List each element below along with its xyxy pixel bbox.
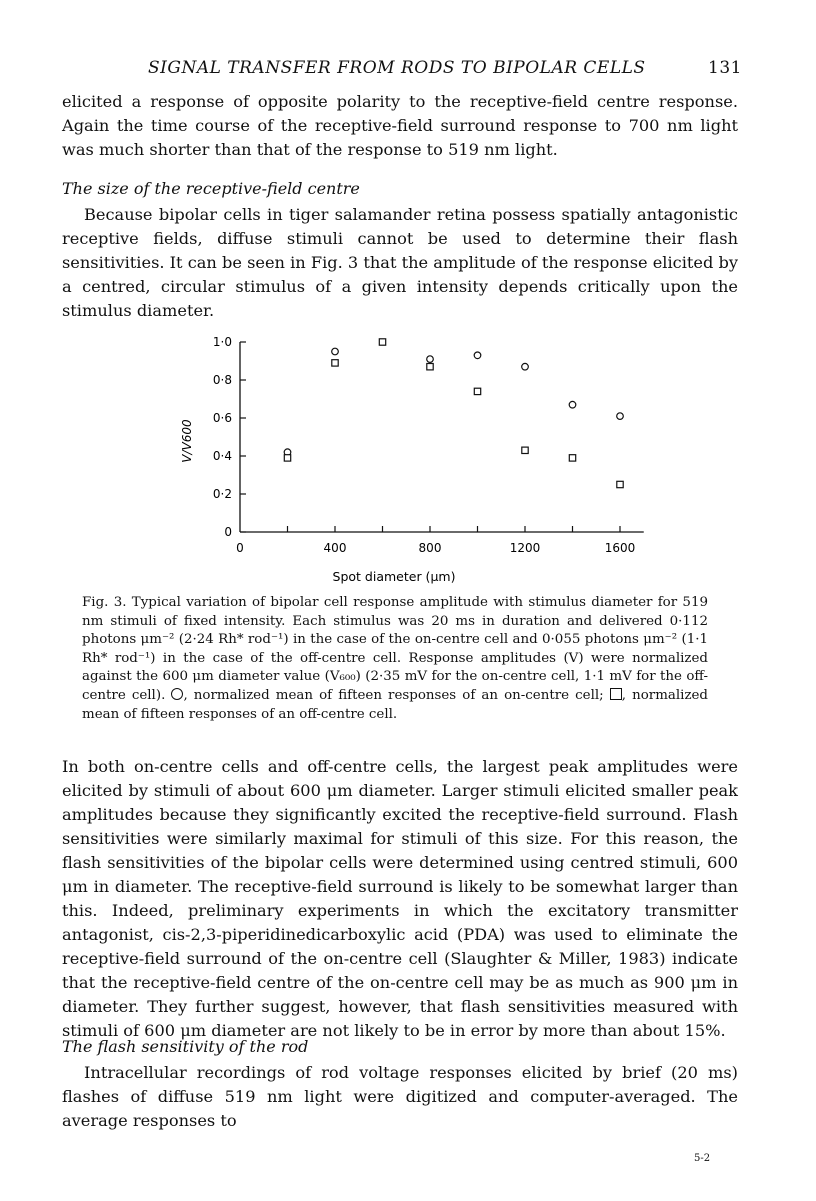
caption-text: Typical variation of bipolar cell response amplitude with stimulus diameter for 519 nm stimuli of fixed intensity. Each stimulus was 20 ms in duration and delivered 0·112 photons μm⁻² (2·24 Rh* rod⁻¹) in the case of the on-centre cell and 0·055 photons μm⁻² (1·1 Rh* rod⁻¹) in the case of the off-centre cell. Response amplitudes (V) were normalized against the 600 μm diameter value (V₆₀₀) (2·35 mV for the on-centre cell, 1·1 mV for the off-centre cell). [82, 595, 708, 703]
paragraph-4: Intracellular recordings of rod voltage responses elicited by brief (20 ms) flashes of diffuse 519 nm light were digitized and computer-averaged. The average responses to [62, 1063, 738, 1130]
chart-axes [240, 342, 644, 532]
data-point-square [569, 455, 575, 461]
data-point-square [617, 481, 623, 487]
paragraph-2: Because bipolar cells in tiger salamander retina possess spatially antagonistic receptive fields, diffuse stimuli cannot be used to determine their flash sensitivities. It can be seen in Fig. 3 that the amplitude of the response elicited by a centred, circular stimulus of a given intensity depends critically upon the stimulus diameter. [62, 205, 739, 320]
chart-marks [284, 339, 623, 488]
y-tick-label: 0 [224, 525, 232, 539]
x-tick-label: 1200 [509, 541, 541, 555]
scatter-chart [170, 325, 636, 587]
figure-caption [82, 594, 708, 724]
x-tick-label: 1600 [604, 541, 636, 555]
section-heading-receptive-field-size: The size of the receptive-field centre [62, 179, 360, 198]
data-point-square [284, 455, 290, 461]
square-marker-icon [610, 688, 622, 700]
data-point-circle [617, 413, 624, 420]
paragraph-1: elicited a response of opposite polarity to the receptive-field centre response. Again the time course of the receptive-field surround response to 700 nm light was much shorter than that of the response to 519 nm light. [62, 92, 738, 159]
data-point-square [379, 339, 385, 345]
y-tick-label: 0·8 [212, 373, 232, 387]
caption-legend-square: , normalized mean of fifteen responses of an off-centre cell. [82, 687, 709, 722]
data-point-square [332, 360, 338, 366]
data-point-square [427, 364, 433, 370]
y-tick-label: 0·4 [212, 449, 232, 463]
data-point-circle [522, 363, 529, 370]
page-number: 131 [708, 58, 742, 78]
x-tick-label: 0 [236, 541, 244, 555]
y-tick-label: 0·6 [212, 411, 232, 425]
circle-marker-icon [171, 688, 183, 700]
caption-label: Fig. 3. [82, 595, 127, 610]
data-point-square [474, 388, 480, 394]
data-point-circle [427, 356, 434, 363]
y-tick-label: 0·2 [212, 487, 232, 501]
paragraph-3: In both on-centre cells and off-centre cells, the largest peak amplitudes were elicited by stimuli of about 600 μm diameter. Larger stimuli elicited smaller peak amplitudes because they significantly excited the receptive-field surround. Flash sensitivities were similarly maximal for stimuli of this size. For this reason, the flash sensitivities of the bipolar cells were determined using centred stimuli, 600 μm in diameter. The receptive-field surround is likely to be somewhat larger than this. Indeed, preliminary experiments in which the excitatory transmitter antagonist, cis-2,3-piperidinedicarboxylic acid (PDA) was used to eliminate the receptive-field surround of the on-centre cell (Slaughter & Miller, 1983) indicate that the receptive-field centre of the on-centre cell may be as much as 900 μm in diameter. They further suggest, however, that flash sensitivities measured with stimuli of 600 μm diameter are not likely to be in error by more than about 15%. [62, 757, 738, 1040]
y-tick-label: 1·0 [212, 335, 232, 349]
data-point-circle [474, 352, 481, 359]
data-point-circle [332, 348, 339, 355]
x-tick-label: 800 [418, 541, 442, 555]
figure-3 [170, 325, 636, 591]
running-title: SIGNAL TRANSFER FROM RODS TO BIPOLAR CELLS [148, 58, 646, 78]
data-point-square [522, 447, 528, 453]
chart-ticks [213, 335, 635, 555]
y-axis-label: V/V600 [180, 419, 194, 463]
footer-signature-mark: 5-2 [694, 1153, 711, 1164]
data-point-circle [569, 401, 576, 408]
x-tick-label: 400 [323, 541, 347, 555]
caption-legend-circle: , normalized mean of fifteen responses of an on-centre cell; [183, 687, 604, 703]
running-header [62, 58, 742, 82]
x-axis-label: Spot diameter (μm) [332, 569, 456, 584]
section-heading-rod-flash-sensitivity: The flash sensitivity of the rod [62, 1037, 309, 1056]
